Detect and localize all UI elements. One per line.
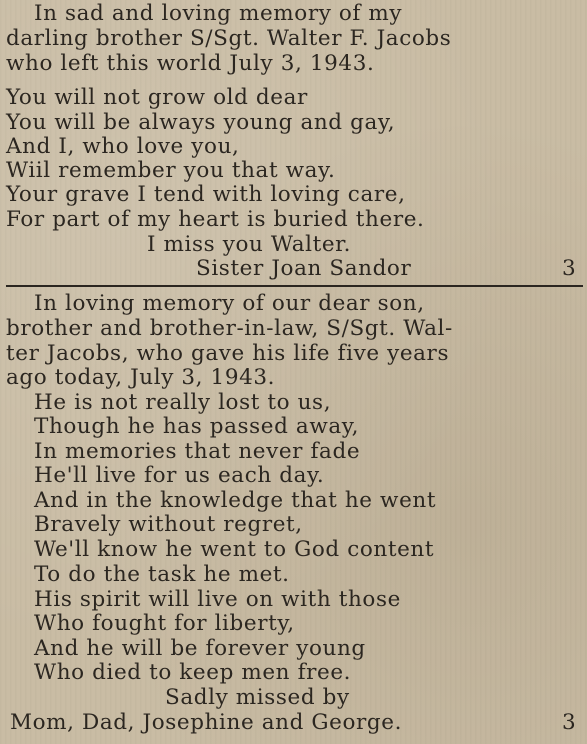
notice2-poem-line-5: And in the knowledge that he went: [34, 488, 437, 513]
notice2-poem-line-7: We'll know he went to God content: [34, 537, 435, 562]
notice2-poem-line-3: In memories that never fade: [34, 439, 361, 464]
notice2-poem-line-8: To do the task he met.: [34, 562, 290, 587]
notice1-poem-line-6: For part of my heart is buried there.: [6, 207, 425, 232]
notice1-signature: Sister Joan Sandor: [196, 256, 412, 281]
notice2-poem-line-12: Who died to keep men free.: [34, 660, 352, 685]
notice2-intro-line-4: ago today, July 3, 1943.: [6, 365, 276, 390]
notice-divider-rule: [6, 285, 583, 287]
notice2-poem-line-4: He'll live for us each day.: [34, 463, 325, 488]
notice1-intro-line-3: who left this world July 3, 1943.: [6, 51, 375, 76]
notice2-poem-line-6: Bravely without regret,: [34, 512, 303, 537]
notice1-poem-line-2: You will be always young and gay,: [6, 110, 396, 135]
notice2-poem-line-10: Who fought for liberty,: [34, 611, 295, 636]
notice1-poem-line-1: You will not grow old dear: [6, 85, 308, 110]
notice2-poem-line-9: His spirit will live on with those: [34, 587, 401, 612]
notice2-signature: Mom, Dad, Josephine and George.: [10, 710, 403, 735]
notice1-count: 3: [562, 256, 577, 281]
notice1-poem-line-4: Wiil remember you that way.: [6, 158, 336, 183]
notice1-closing: I miss you Walter.: [147, 232, 352, 257]
notice1-poem-line-3: And I, who love you,: [6, 134, 240, 159]
notice2-poem-line-1: He is not really lost to us,: [34, 390, 332, 415]
notice1-intro-line-2: darling brother S/Sgt. Walter F. Jacobs: [6, 26, 452, 51]
notice1-intro-line-1: In sad and loving memory of my: [34, 1, 403, 26]
notice2-closing: Sadly missed by: [165, 685, 350, 710]
notice2-poem-line-2: Though he has passed away,: [34, 414, 360, 439]
notice2-intro-line-1: In loving memory of our dear son,: [34, 291, 425, 316]
notice2-intro-line-3: ter Jacobs, who gave his life five years: [6, 341, 450, 366]
notice2-count: 3: [562, 710, 577, 735]
notice2-poem-line-11: And he will be forever young: [34, 636, 366, 661]
notice1-poem-line-5: Your grave I tend with loving care,: [6, 182, 406, 207]
notice2-intro-line-2: brother and brother-in-law, S/Sgt. Wal-: [6, 316, 453, 341]
